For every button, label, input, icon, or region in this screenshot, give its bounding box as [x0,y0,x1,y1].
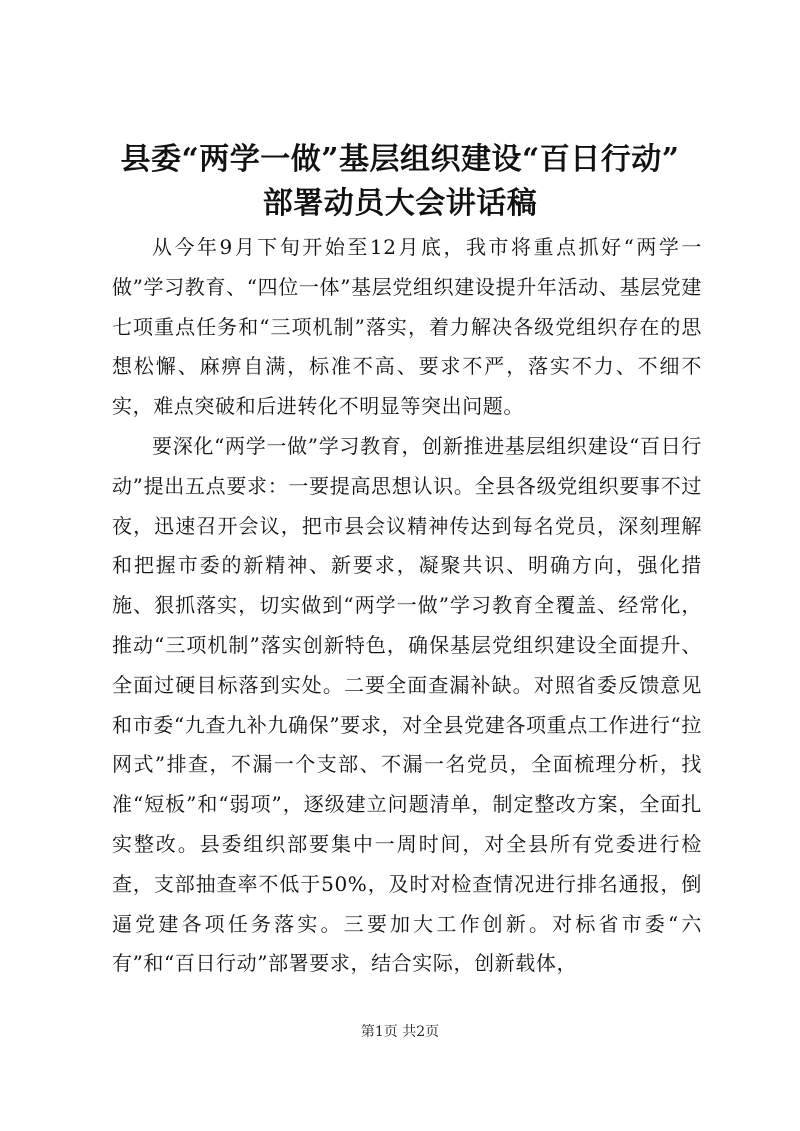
page-title [90,138,710,226]
document-body [112,228,702,984]
paragraph-1: 从今年9月下旬开始至12月底，我市将重点抓好“两学一做”学习教育、“四位一体”基层党组织建设提升年活动、基层党建七项重点任务和“三项机制”落实，着力解决各级党组织存在的思想松懈、麻痹自满，标准不高、要求不严，落实不力、不细不实，难点突破和后进转化不明显等突出问题。 [112,235,702,419]
title-line-1: 县委“两学一做”基层组织建设“百日行动” [120,142,680,177]
paragraph-2: 要深化“两学一做”学习教育，创新推进基层组织建设“百日行动”提出五点要求：一要提高思想认识。全县各级党组织要事不过夜，迅速召开会议，把市县会议精神传达到每名党员，深刻理解和把握市委的新精神、新要求，凝聚共识、明确方向，强化措施、狠抓落实，切实做到“两学一做”学习教育全覆盖、经常化，推动“三项机制”落实创新特色，确保基层党组织建设全面提升、全面过硬目标落到实处。二要全面查漏补缺。对照省委反馈意见和市委“九查九补九确保”要求，对全县党建各项重点工作进行“拉网式”排查，不漏一个支部、不漏一名党员，全面梳理分析，找准“短板”和“弱项”，逐级建立问题清单，制定整改方案，全面扎实整改。县委组织部要集中一周时间，对全县所有党委进行检查，支部抽查率不低于50%，及时对检查情况进行排名通报，倒逼党建各项任务落实。三要加大工作创新。对标省市委“六有”和“百日行动”部署要求，结合实际，创新载体， [112,433,702,976]
page-number-footer: 第1页 共2页 [360,1024,440,1040]
title-line-2: 部署动员大会讲话稿 [262,186,538,221]
